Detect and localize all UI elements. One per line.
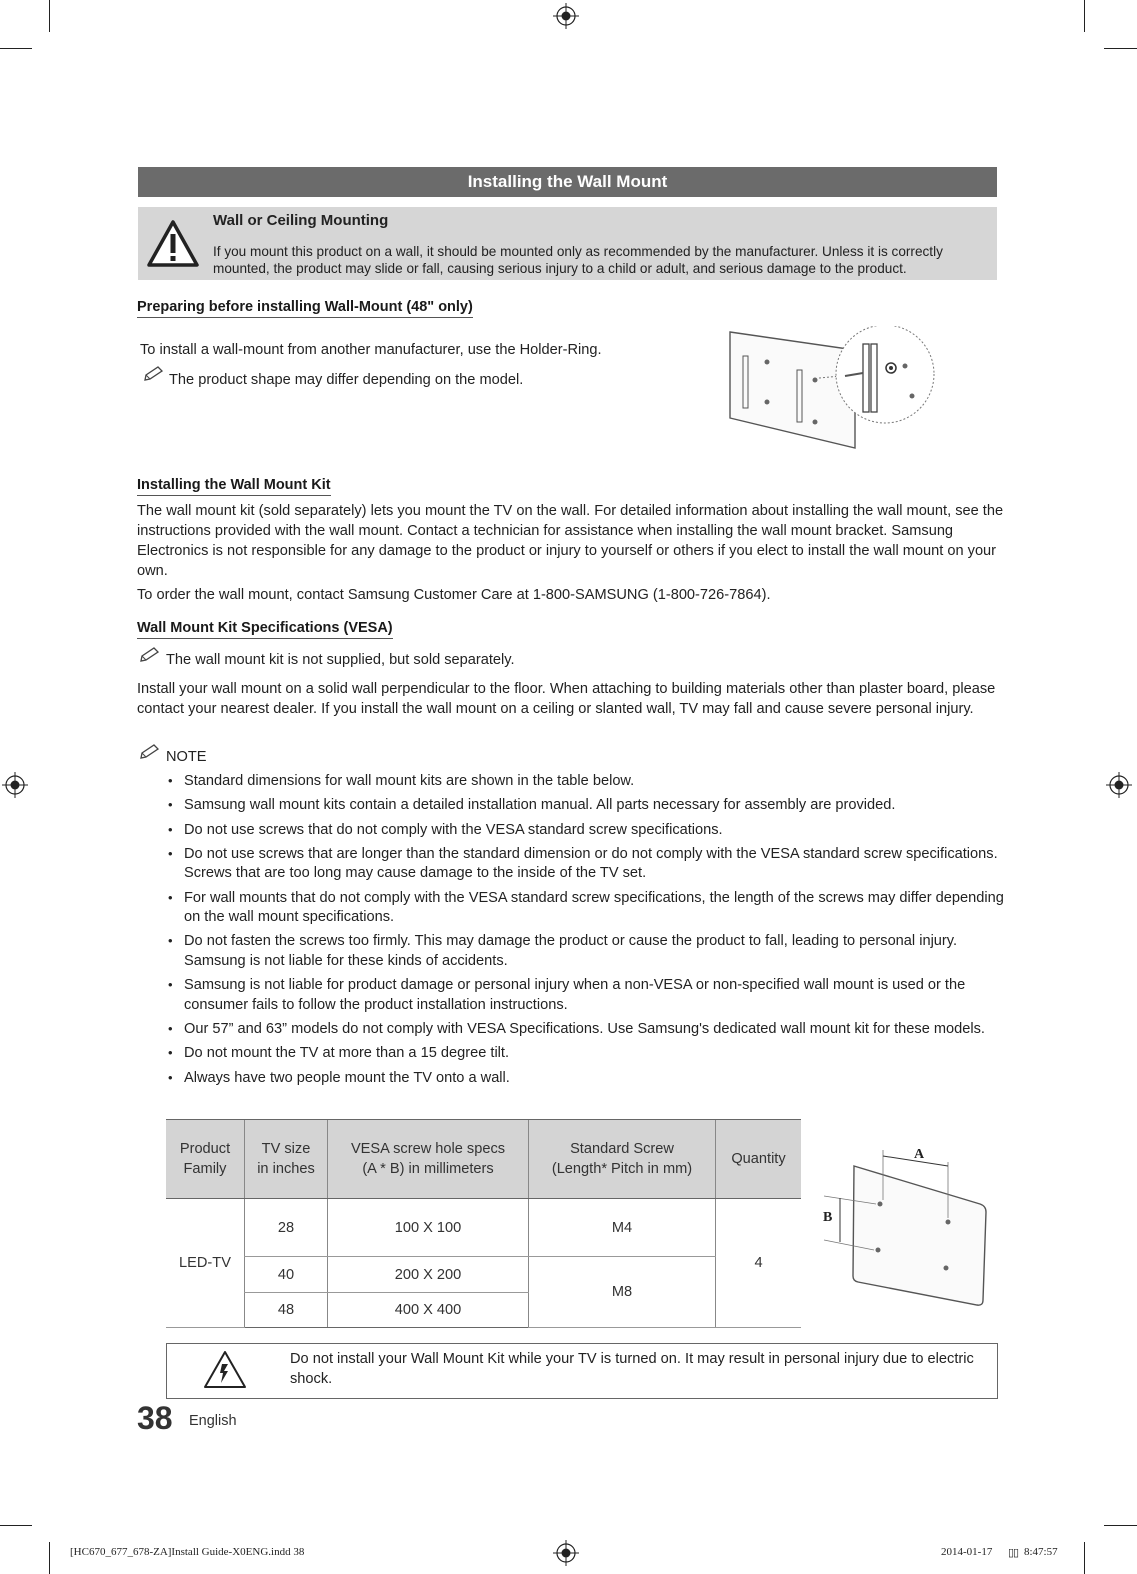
warning-text: If you mount this product on a wall, it should be mounted only as recommended by the manufacturer. Unless it is correctly mounted, the product may slide or fall, causing serious injury to a child or adult, and serious damage to the product. — [213, 244, 943, 276]
list-item: • Do not fasten the screws too firmly. This may damage the product or cause the product to fall, leading to personal injury. Samsung is not liable for these kinds of accidents. — [166, 932, 1004, 971]
preparing-title: Preparing before installing Wall-Mount (48" only) — [137, 299, 473, 318]
pencil-note-icon — [138, 646, 162, 664]
list-item: • Samsung wall mount kits contain a detailed installation manual. All parts necessary for assembly are provided. — [166, 796, 1004, 816]
registration-mark-icon — [553, 3, 579, 29]
dimension-a-label: A — [914, 1147, 925, 1162]
registration-mark-icon — [1, 0, 27, 26]
electric-shock-warning-icon — [203, 1350, 247, 1390]
vesa-paragraph: Install your wall mount on a solid wall perpendicular to the floor. When attaching to building materials other than plaster board, please contact your nearest dealer. If you install the wall mount on a ceiling or slanted wall, TV may fall and cause severe personal injury. — [137, 681, 996, 717]
cell-screw: M8 — [529, 1257, 716, 1328]
warning-title: Wall or Ceiling Mounting — [213, 212, 389, 229]
header-vesa-specs: VESA screw hole specs (A * B) in millimeters — [328, 1120, 529, 1199]
holder-ring-illustration — [727, 326, 937, 450]
slug-time: 8:47:57 — [1024, 1546, 1058, 1558]
section-header: Installing the Wall Mount — [138, 167, 997, 197]
list-item: • Do not use screws that do not comply with the VESA standard screw specifications. — [166, 821, 1004, 841]
cell-vesa: 200 X 200 — [328, 1257, 529, 1293]
slug-date: 2014-01-17 — [941, 1546, 993, 1558]
list-item: • Samsung is not liable for product damage or personal injury when a non-VESA or non-specified wall mount is used or the consumer fails to follow the product installation instructions. — [166, 976, 1004, 1015]
pencil-note-icon — [138, 743, 162, 761]
cell-size: 40 — [245, 1257, 328, 1293]
header-quantity: Quantity — [716, 1120, 802, 1199]
list-item: • Standard dimensions for wall mount kits are shown in the table below. — [166, 772, 1004, 792]
warning-triangle-icon — [146, 219, 200, 269]
registration-mark-icon — [553, 1540, 579, 1566]
preparing-note: The product shape may differ depending on the model. — [169, 372, 524, 388]
slug-file-name: [HC670_677_678-ZA]Install Guide-X0ENG.indd 38 — [70, 1546, 305, 1558]
header-standard-screw: Standard Screw (Length* Pitch in mm) — [529, 1120, 716, 1199]
vesa-dimension-diagram — [818, 1140, 990, 1308]
list-item: • Do not use screws that are longer than the standard dimension or do not comply with the VESA standard screw specifications. Screws that are too long may cause damage to the inside of the TV set. — [166, 845, 1004, 884]
header-tv-size: TV size in inches — [245, 1120, 328, 1199]
cell-vesa: 400 X 400 — [328, 1293, 529, 1328]
crop-mark — [1104, 1525, 1137, 1526]
registration-mark-icon — [1106, 772, 1132, 798]
slug-glyphs: ▯▯ — [1008, 1547, 1019, 1559]
shock-warning-text: Do not install your Wall Mount Kit while your TV is turned on. It may result in personal injury due to electric shock. — [290, 1351, 974, 1387]
install-kit-title: Installing the Wall Mount Kit — [137, 477, 331, 496]
cell-family: LED-TV — [166, 1199, 245, 1328]
cell-size: 48 — [245, 1293, 328, 1328]
table-row — [166, 1257, 801, 1293]
crop-mark — [0, 1525, 32, 1526]
install-kit-paragraph: The wall mount kit (sold separately) lets you mount the TV on the wall. For detailed information about installing the wall mount, see the instructions provided with the wall mount. Contact a technician for assistance when installing the wall mount bracket. Samsung Electronics is not responsible for any damage to the product or injury to yourself or others if you elect to install the wall mount on your own. — [137, 503, 1004, 579]
crop-mark — [1084, 0, 1085, 32]
cell-size: 28 — [245, 1199, 328, 1257]
vesa-spec-table — [166, 1119, 801, 1328]
table-header-row — [166, 1120, 801, 1199]
crop-mark — [1104, 48, 1137, 49]
crop-mark — [0, 48, 32, 49]
dimension-b-label: B — [823, 1210, 833, 1225]
page-number: 38 — [137, 1400, 173, 1436]
crop-mark — [49, 1542, 50, 1574]
list-item: • Our 57” and 63” models do not comply with VESA Specifications. Use Samsung's dedicated wall mount kit for these models. — [166, 1020, 1004, 1040]
registration-mark-icon — [2, 772, 28, 798]
note-bullet-list — [166, 772, 1004, 1093]
crop-mark — [49, 0, 50, 32]
table-row — [166, 1199, 801, 1257]
cell-screw: M4 — [529, 1199, 716, 1257]
install-kit-contact: To order the wall mount, contact Samsung Customer Care at 1-800-SAMSUNG (1-800-726-7864). — [137, 587, 771, 603]
list-item: • For wall mounts that do not comply with the VESA standard screw specifications, the length of the screws may differ depending on the wall mount specifications. — [166, 889, 1004, 928]
cell-vesa: 100 X 100 — [328, 1199, 529, 1257]
vesa-title: Wall Mount Kit Specifications (VESA) — [137, 620, 393, 639]
crop-mark — [1084, 1542, 1085, 1574]
header-product-family: Product Family — [166, 1120, 245, 1199]
pencil-note-icon — [142, 365, 166, 383]
list-item: • Always have two people mount the TV onto a wall. — [166, 1069, 1004, 1089]
page-language: English — [189, 1413, 237, 1429]
cell-quantity: 4 — [716, 1199, 802, 1328]
note-label: NOTE — [166, 749, 207, 765]
vesa-note: The wall mount kit is not supplied, but sold separately. — [166, 652, 515, 668]
preparing-text: To install a wall-mount from another manufacturer, use the Holder-Ring. — [140, 342, 602, 358]
list-item: • Do not mount the TV at more than a 15 degree tilt. — [166, 1044, 1004, 1064]
